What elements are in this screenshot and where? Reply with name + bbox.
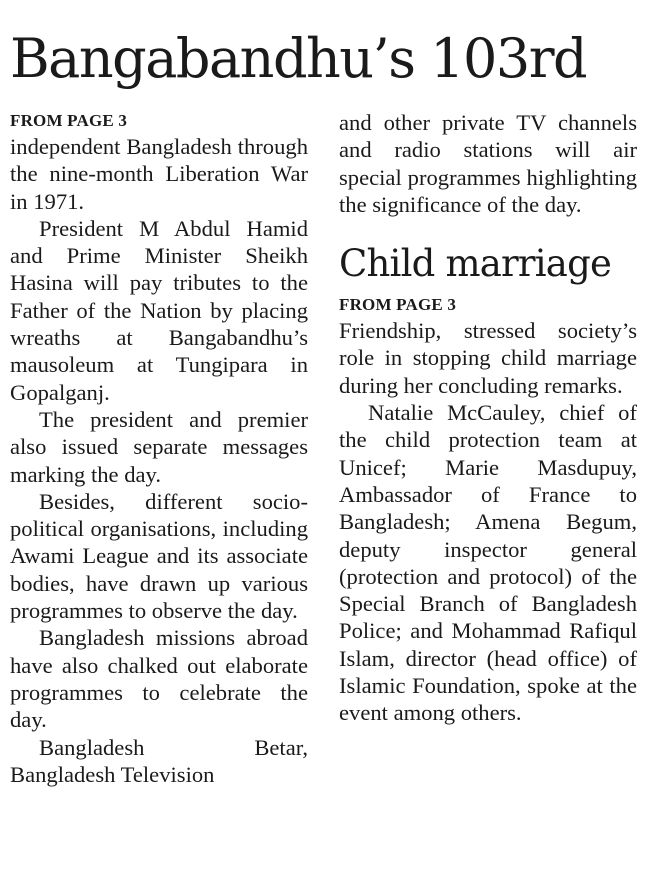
continuation-kicker: FROM PAGE 3 [339,295,457,315]
article-headline-bangabandhu: Bangabandhu’s 103rd [10,27,587,90]
article-paragraph: Besides, different socio-political organisations, including Awami League and its associate bodies, have drawn up various programmes to observe the day. [10,488,308,624]
article-headline-child-marriage: Child marriage [339,242,612,286]
right-column [339,109,637,727]
article-paragraph: Bangladesh Betar, Bangladesh Television [10,734,308,787]
article-paragraph: Bangladesh missions abroad have also chalked out elaborate programmes to celebrate the day. [10,625,308,733]
continuation-kicker: FROM PAGE 3 [10,111,128,130]
article-paragraph: and other private TV channels and radio stations will air special programmes highlighting the significance of the day. [339,110,637,217]
article-paragraph: independent Bangladesh through the nine-month Liberation War in 1971. [10,134,308,214]
left-column [10,109,308,788]
article-paragraph: The president and premier also issued separate messages marking the day. [10,406,308,487]
article-paragraph: Friendship, stressed society’s role in stopping child marriage during her concluding remarks. [339,318,637,398]
article-paragraph: Natalie McCauley, chief of the child protection team at Unicef; Marie Masdupuy, Ambassador of France to Bangladesh; Amena Begum, deputy inspector general (protection and protocol) of the Special Branch of Bangladesh Police; and Mohammad Rafiqul Islam, director (head office) of Islamic Foundation, spoke at the event among others. [339,400,637,726]
article-paragraph: President M Abdul Hamid and Prime Minister Sheikh Hasina will pay tributes to the Father of the Nation by placing wreaths at Bangabandhu’s mausoleum at Tungipara in Gopalganj. [10,215,308,405]
